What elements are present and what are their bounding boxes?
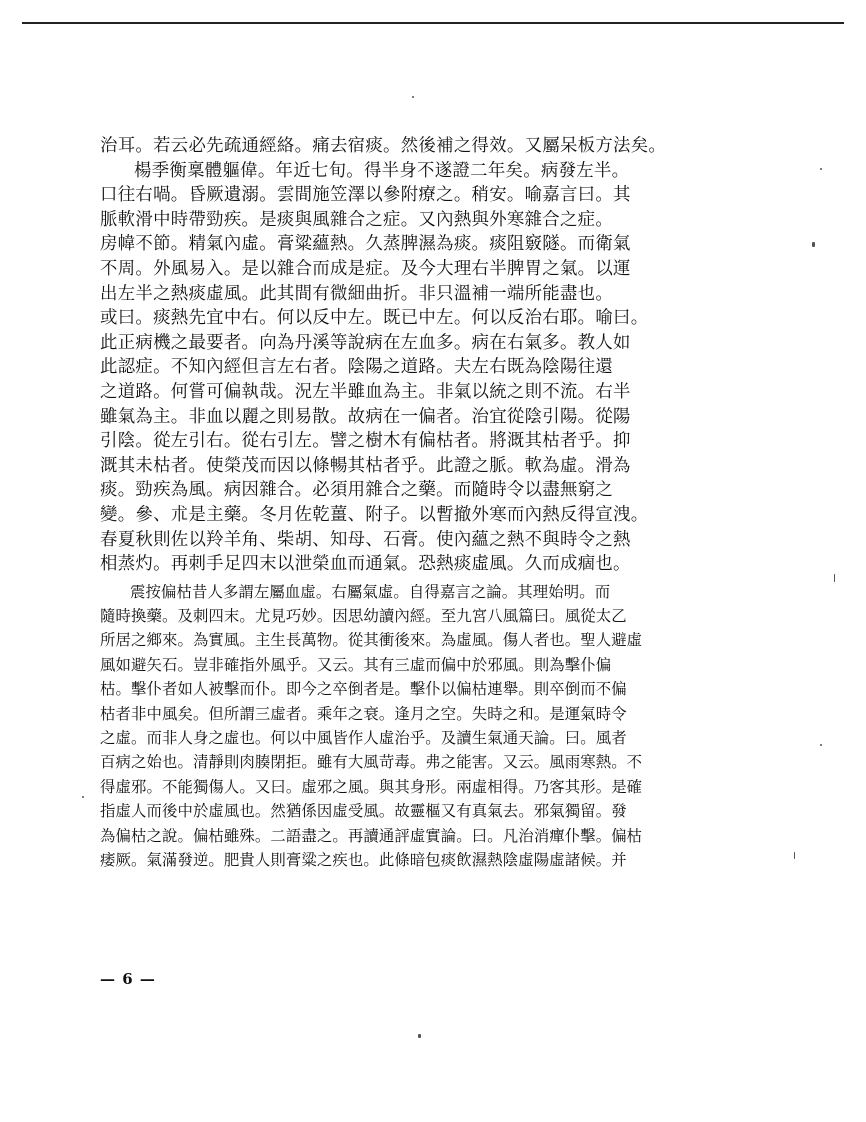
text-line: 相蒸灼。再刺手足四末以泄榮血而通氣。恐熱痰虛風。久而成痼也。 (100, 554, 631, 575)
note-line: 枯。擊仆者如人被擊而仆。即今之卒倒者是。擊仆以偏枯連舉。則卒倒而不偏 (100, 680, 627, 699)
text-line: 此正病機之最要者。向為丹溪等說病在左血多。病在右氣多。教人如 (100, 332, 631, 353)
note-line: 震按偏枯昔人多謂左屬血虛。右屬氣虛。自得嘉言之論。其理始明。而 (130, 582, 611, 601)
note-line: 之虛。而非人身之虛也。何以中風皆作人虛治乎。及讀生氣通天論。曰。風者 (100, 729, 627, 748)
scan-speck (820, 168, 822, 170)
text-line: 口往右喎。昏厥遺溺。雲間施笠澤以參附療之。稍安。喻嘉言曰。其 (100, 185, 631, 206)
text-line: 出左半之熱痰虛風。此其間有微細曲折。非只溫補一端所能盡也。 (100, 283, 614, 304)
note-line: 枯者非中風矣。但所謂三虛者。乘年之衰。逢月之空。失時之和。是運氣時令 (100, 704, 627, 723)
scan-speck (834, 574, 835, 582)
note-line: 為偏枯之說。偏枯雖殊。二語盡之。再讀通評虛實論。曰。凡治消癉仆擊。偏枯 (100, 826, 643, 845)
text-line: 楊季衡稟體軀偉。年近七旬。得半身不遂證二年矣。病發左半。 (134, 160, 630, 181)
text-line: 春夏秋則佐以羚羊角、柴胡、知母、石膏。使內蘊之熱不與時令之熱 (100, 529, 631, 550)
text-line: 脈軟滑中時帶勁疾。是痰與風雜合之症。又內熱與外寒雜合之症。 (100, 209, 614, 230)
scan-speck (418, 1034, 421, 1038)
text-line: 之道路。何嘗可偏執哉。況左半雖血為主。非氣以統之則不流。右半 (100, 381, 631, 402)
text-line: 痰。勁疾為風。病因雜合。必須用雜合之藥。而隨時令以盡無窮之 (100, 480, 614, 501)
note-line: 痿厥。氣滿發逆。肥貴人則膏粱之疾也。此條暗包痰飲濕熱陰虛陽虛諸候。并 (100, 850, 627, 869)
note-line: 指虛人而後中於虛風也。然猶係因虛受風。故靈樞又有真氣去。邪氣獨留。發 (100, 802, 627, 821)
text-line: 治耳。若云必先疏通經絡。痛去宿痰。然後補之得效。又屬呆板方法矣。 (100, 136, 667, 156)
text-line: 房幃不節。精氣內虛。膏粱蘊熱。久蒸脾濕為痰。痰阻竅隧。而衛氣 (100, 234, 631, 255)
text-line: 或曰。痰熱先宜中右。何以反中左。既已中左。何以反治右耶。喻曰。 (100, 308, 649, 329)
note-line: 風如避矢石。豈非確指外風乎。又云。其有三虛而偏中於邪風。則為擊仆偏 (100, 655, 612, 674)
text-line: 引陰。從左引右。從右引左。譬之樹木有偏枯者。將溉其枯者乎。抑 (100, 431, 631, 452)
text-line: 溉其未枯者。使榮茂而因以條暢其枯者乎。此證之脈。軟為虛。滑為 (100, 455, 631, 476)
note-line: 得虛邪。不能獨傷人。又曰。虛邪之風。與其身形。兩虛相得。乃客其形。是確 (100, 777, 643, 796)
note-line: 所居之鄉來。為實風。主生長萬物。從其衝後來。為虛風。傷人者也。聖人避虛 (100, 631, 643, 650)
scan-speck (794, 852, 795, 859)
text-line: 不周。外風易入。是以雜合而成是症。及今大理右半脾胃之氣。以運 (100, 258, 631, 279)
scan-speck (812, 242, 815, 247)
note-line: 百病之始也。清靜則肉腠閉拒。雖有大風苛毒。弗之能害。又云。風雨寒熱。不 (100, 753, 643, 772)
scan-speck (82, 796, 84, 798)
text-line: 雖氣為主。非血以麗之則易散。故病在一偏者。治宜從陰引陽。從陽 (100, 406, 631, 427)
page-number: — 6 — (100, 970, 156, 988)
scan-speck (412, 96, 414, 98)
page-text (100, 134, 720, 872)
note-line: 隨時換藥。及刺四末。尤見巧妙。因思幼讀內經。至九宮八風篇曰。風從太乙 (100, 607, 627, 626)
scan-speck (820, 744, 822, 746)
text-line: 此認症。不知內經但言左右者。陰陽之道路。夫左右既為陰陽往還 (100, 357, 614, 378)
text-line: 變。參、朮是主藥。冬月佐乾薑、附子。以暫撤外寒而內熱反得宣洩。 (100, 504, 649, 525)
top-rule (22, 22, 844, 24)
